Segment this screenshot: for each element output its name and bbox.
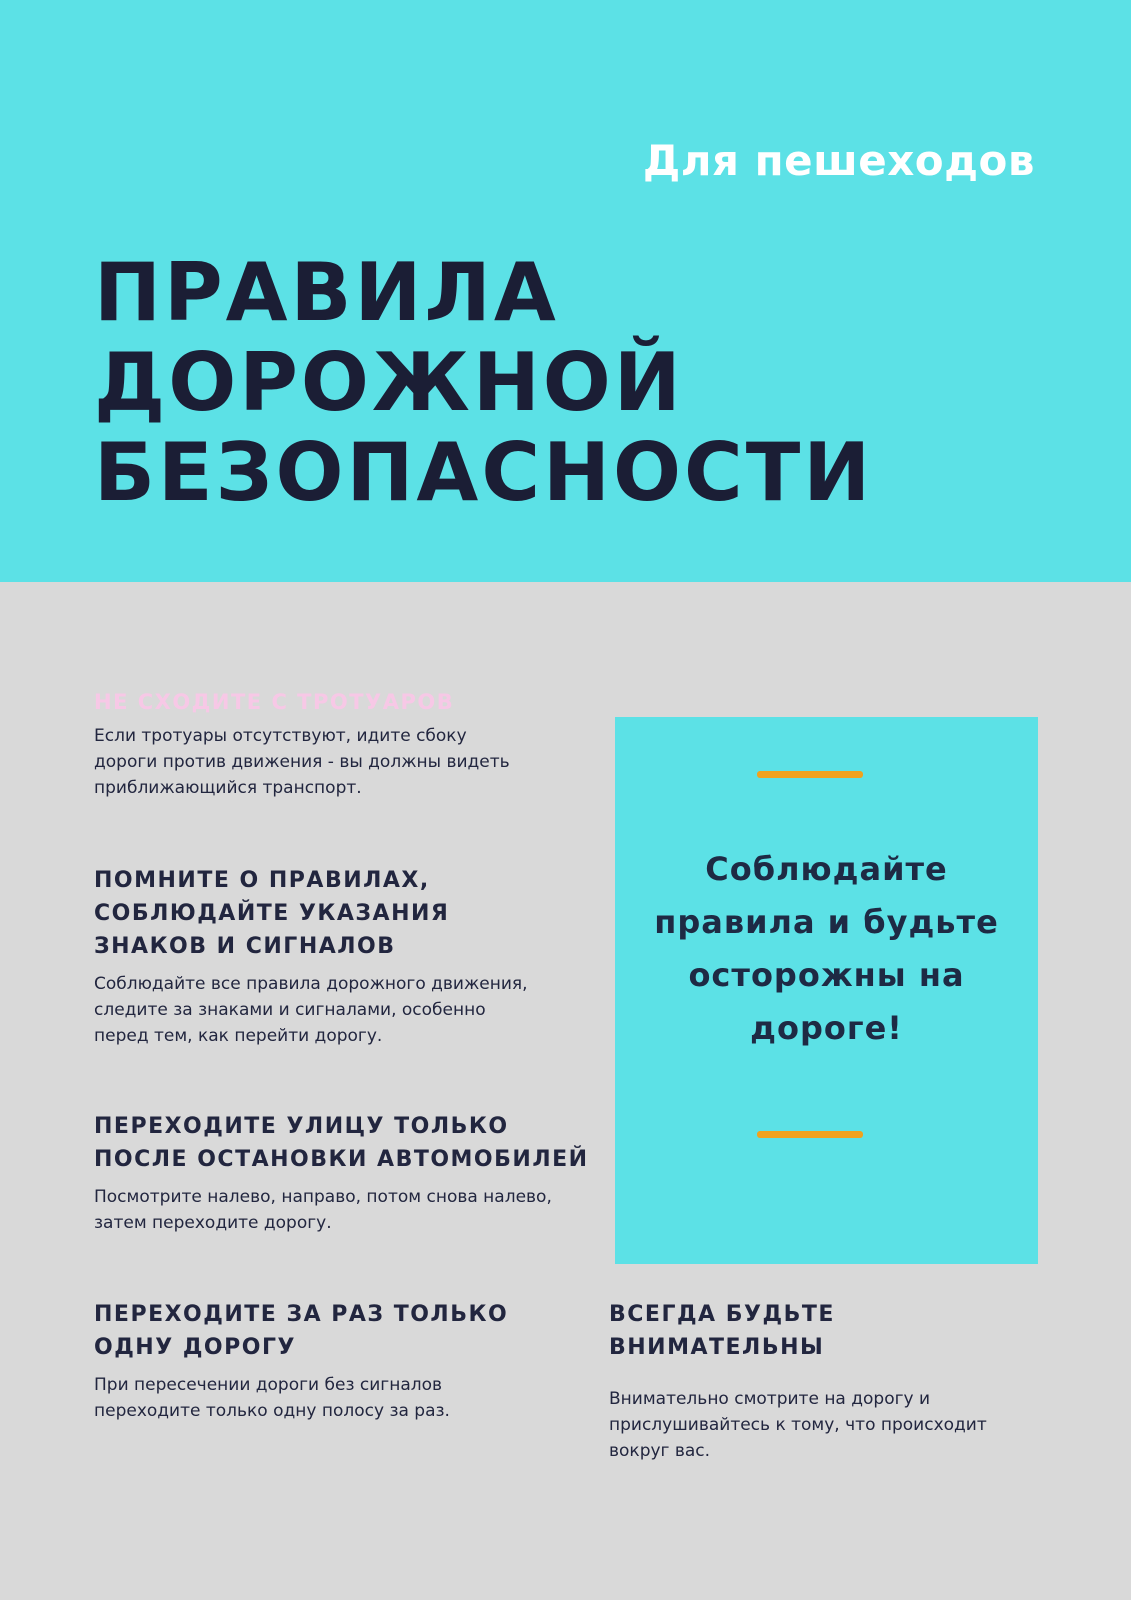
callout-message: Соблюдайте правила и будьте осторожны на дороге! <box>654 850 999 1047</box>
section-body: Посмотрите налево, направо, потом снова налево, затем переходите дорогу. <box>94 1187 552 1233</box>
section-heading: ПОМНИТЕ О ПРАВИЛАХ, СОБЛЮДАЙТЕ УКАЗАНИЯ ЗНАКОВ И СИГНАЛОВ <box>94 868 450 959</box>
accent-bar-bottom <box>757 1131 863 1138</box>
section-body: Внимательно смотрите на дорогу и прислушивайтесь к тому, что происходит вокруг вас. <box>609 1389 987 1461</box>
section-body: Если тротуары отсутствуют, идите сбоку дороги против движения - вы должны видеть приближающийся транспорт. <box>94 726 510 798</box>
section-heading: ВСЕГДА БУДЬТЕ ВНИМАТЕЛЬНЫ <box>609 1302 835 1360</box>
title-line: БЕЗОПАСНОСТИ <box>94 426 874 519</box>
accent-bar-top <box>757 771 863 778</box>
section-heading: ПЕРЕХОДИТЕ УЛИЦУ ТОЛЬКО ПОСЛЕ ОСТАНОВКИ АВТОМОБИЛЕЙ <box>94 1114 589 1172</box>
header-banner <box>0 0 1131 582</box>
callout-box <box>615 717 1038 1264</box>
section-crossing <box>94 1110 594 1236</box>
section-one-road <box>94 1298 514 1424</box>
section-heading: НЕ СХОДИТЕ С ТРОТУАРОВ <box>94 690 455 714</box>
title-line: ПРАВИЛА <box>94 246 559 339</box>
section-sidewalk <box>94 687 534 801</box>
section-rules <box>94 864 534 1049</box>
section-body: При пересечении дороги без сигналов переходите только одну полосу за раз. <box>94 1375 450 1421</box>
section-body: Соблюдайте все правила дорожного движения, следите за знаками и сигналами, особенно перед тем, как перейти дорогу. <box>94 974 528 1046</box>
subtitle: Для пешеходов <box>642 136 1035 185</box>
section-attentive <box>609 1298 1049 1464</box>
title-line: ДОРОЖНОЙ <box>94 336 684 429</box>
page-title <box>94 248 873 518</box>
section-heading: ПЕРЕХОДИТЕ ЗА РАЗ ТОЛЬКО ОДНУ ДОРОГУ <box>94 1302 509 1360</box>
